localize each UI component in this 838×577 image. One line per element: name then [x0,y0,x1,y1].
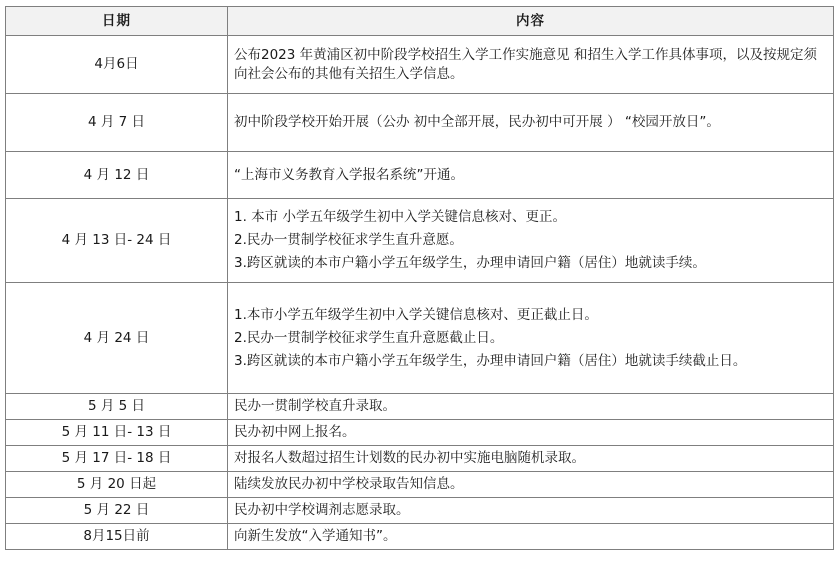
table-row [6,94,834,152]
content-line: 2.民办一贯制学校征求学生直升意愿。 [234,232,463,248]
row-date: 4 月 12 日 [6,152,228,199]
row-date: 5 月 11 日- 13 日 [6,420,228,446]
row-date: 4月6日 [6,36,228,94]
content-line: 民办初中学校调剂志愿录取。 [234,502,410,518]
row-content [228,283,834,394]
content-line: 陆续发放民办初中学校录取告知信息。 [234,476,464,492]
row-content [228,152,834,199]
row-content [228,420,834,446]
row-date: 5 月 17 日- 18 日 [6,446,228,472]
table-header-row [6,7,834,36]
content-line: “上海市义务教育入学报名系统”开通。 [234,166,464,183]
table-row [6,36,834,94]
header-content: 内容 [228,7,834,36]
row-date: 5 月 20 日起 [6,472,228,498]
content-line: 对报名人数超过招生计划数的民办初中实施电脑随机录取。 [234,450,585,466]
table-row [6,152,834,199]
content-line: 1.本市小学五年级学生初中入学关键信息核对、更正截止日。 [234,306,598,323]
row-content [228,524,834,550]
content-line: 1. 本市 小学五年级学生初中入学关键信息核对、更正。 [234,209,566,225]
row-content [228,94,834,152]
table-row [6,446,834,472]
row-date: 4 月 24 日 [6,283,228,394]
row-date: 5 月 5 日 [6,394,228,420]
table-row [6,394,834,420]
content-line: 3.跨区就读的本市户籍小学五年级学生，办理申请回户籍（居住）地就读手续截止日。 [234,352,747,369]
content-line: 3.跨区就读的本市户籍小学五年级学生，办理申请回户籍（居住）地就读手续。 [234,255,706,271]
content-line: 2.民办一贯制学校征求学生直升意愿截止日。 [234,329,504,346]
row-date: 4 月 7 日 [6,94,228,152]
schedule-table-container [5,6,833,550]
schedule-table [5,6,834,550]
content-line: 初中阶段学校开始开展（公办 初中全部开展，民办初中可开展 ） “校园开放日”。 [234,114,720,130]
table-row [6,199,834,283]
row-content [228,472,834,498]
content-line: 向新生发放“入学通知书”。 [234,528,397,544]
content-line: 民办一贯制学校直升录取。 [234,398,396,414]
content-line: 公布2023 年黄浦区初中阶段学校招生入学工作实施意见 和招生入学工作具体事项，以及按规定须向社会公布的其他有关招生入学信息。 [234,46,817,82]
row-date: 8月15日前 [6,524,228,550]
table-row [6,283,834,394]
content-line: 民办初中网上报名。 [234,424,356,440]
row-content [228,498,834,524]
table-row [6,524,834,550]
row-content [228,446,834,472]
table-row [6,498,834,524]
row-date: 5 月 22 日 [6,498,228,524]
row-date: 4 月 13 日- 24 日 [6,199,228,283]
row-content [228,199,834,283]
table-row [6,472,834,498]
row-content [228,36,834,94]
header-date: 日期 [6,7,228,36]
table-row [6,420,834,446]
row-content [228,394,834,420]
